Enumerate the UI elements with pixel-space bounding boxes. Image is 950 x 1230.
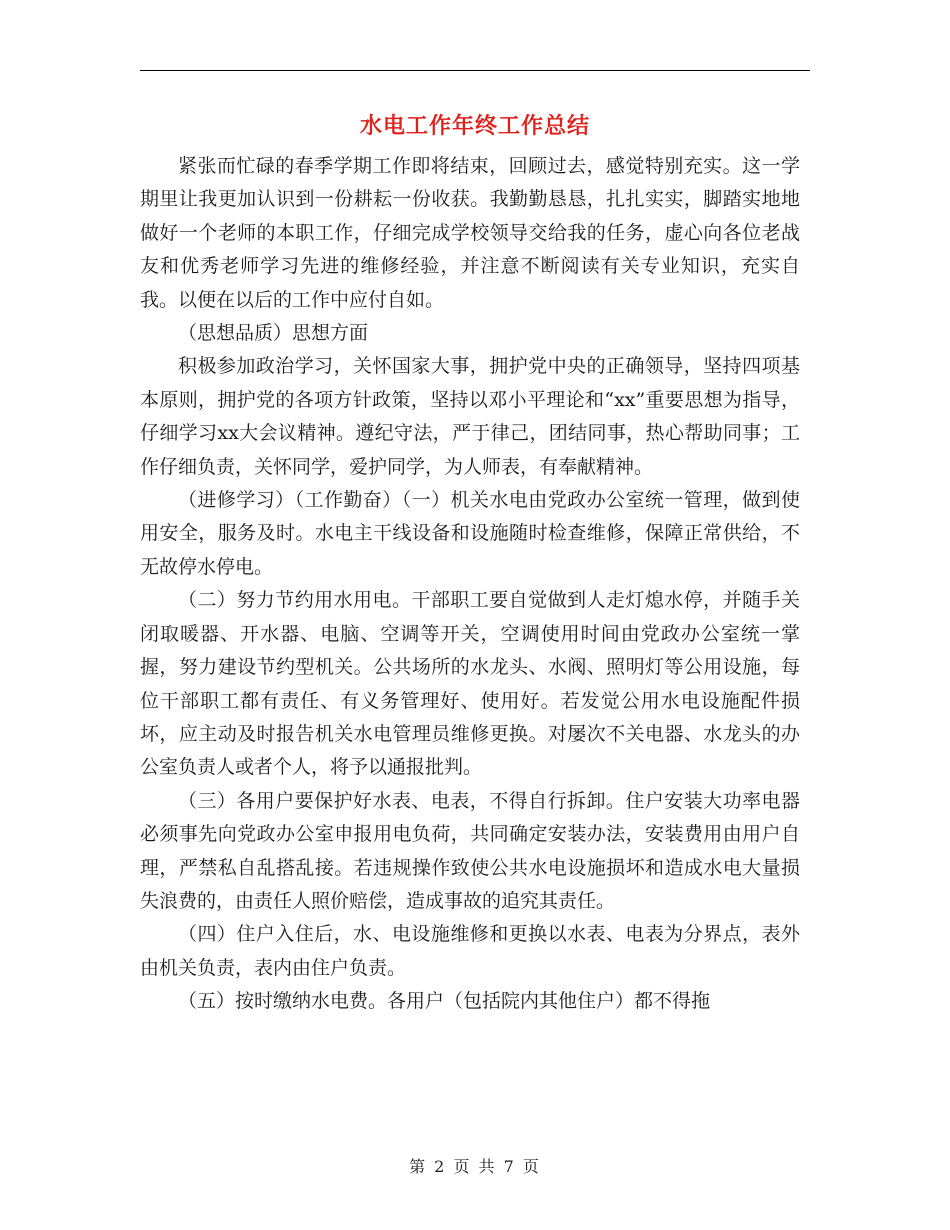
paragraph-item-3: （三）各用户要保护好水表、电表，不得自行拆卸。住户安装大功率电器必须事先向党政办公室申报用电负荷，共同确定安装办法，安装费用由用户自理，严禁私自乱搭乱接。若违规操作致使公共水电设施损坏和造成水电大量损失浪费的，由责任人照价赔偿，造成事故的追究其责任。 — [140, 789, 800, 912]
paragraph-item-2: （二）努力节约用水用电。干部职工要自觉做到人走灯熄水停，并随手关闭取暖器、开水器、电脑、空调等开关，空调使用时间由党政办公室统一掌握，努力建设节约型机关。公共场所的水龙头、水阀、照明灯等公用设施，每位干部职工都有责任、有义务管理好、使用好。若发觉公用水电设施配件损坏，应主动及时报告机关水电管理员维修更换。对屡次不关电器、水龙头的办公室负责人或者个人，将予以通报批判。 — [140, 589, 800, 779]
document-title: 水电工作年终工作总结 — [359, 113, 590, 139]
document-body — [140, 150, 800, 1019]
paragraph-intro: 紧张而忙碌的春季学期工作即将结束，回顾过去，感觉特别充实。这一学期里让我更加认识到一份耕耘一份收获。我勤勤恳恳，扎扎实实，脚踏实地地做好一个老师的本职工作，仔细完成学校领导交给我的任务，虚心向各位老战友和优秀老师学习先进的维修经验，并注意不断阅读有关专业知识，充实自我。以便在以后的工作中应付自如。 — [140, 155, 800, 311]
paragraph-item-4: （四）住户入住后，水、电设施维修和更换以水表、电表为分界点，表外由机关负责，表内由住户负责。 — [140, 923, 800, 979]
paragraph-ideology: 积极参加政治学习，关怀国家大事，拥护党中央的正确领导，坚持四项基本原则，拥护党的各项方针政策，坚持以邓小平理论和“xx”重要思想为指导，仔细学习xx大会议精神。遵纪守法，严于律己，团结同事，热心帮助同事；工作仔细负责，关怀同学，爱护同学，为人师表，有奉献精神。 — [140, 355, 800, 478]
paragraph-item-1: （进修学习）（工作勤奋）（一）机关水电由党政办公室统一管理，做到使用安全，服务及时。水电主干线设备和设施随时检查维修，保障正常供给，不无故停水停电。 — [140, 489, 800, 578]
page-number: 第 2 页 共 7 页 — [409, 1157, 541, 1176]
paragraph-item-5: （五）按时缴纳水电费。各用户（包括院内其他住户）都不得拖 — [178, 990, 711, 1013]
header-rule — [140, 70, 810, 71]
paragraph-heading-ideology: （思想品质）思想方面 — [178, 322, 369, 345]
